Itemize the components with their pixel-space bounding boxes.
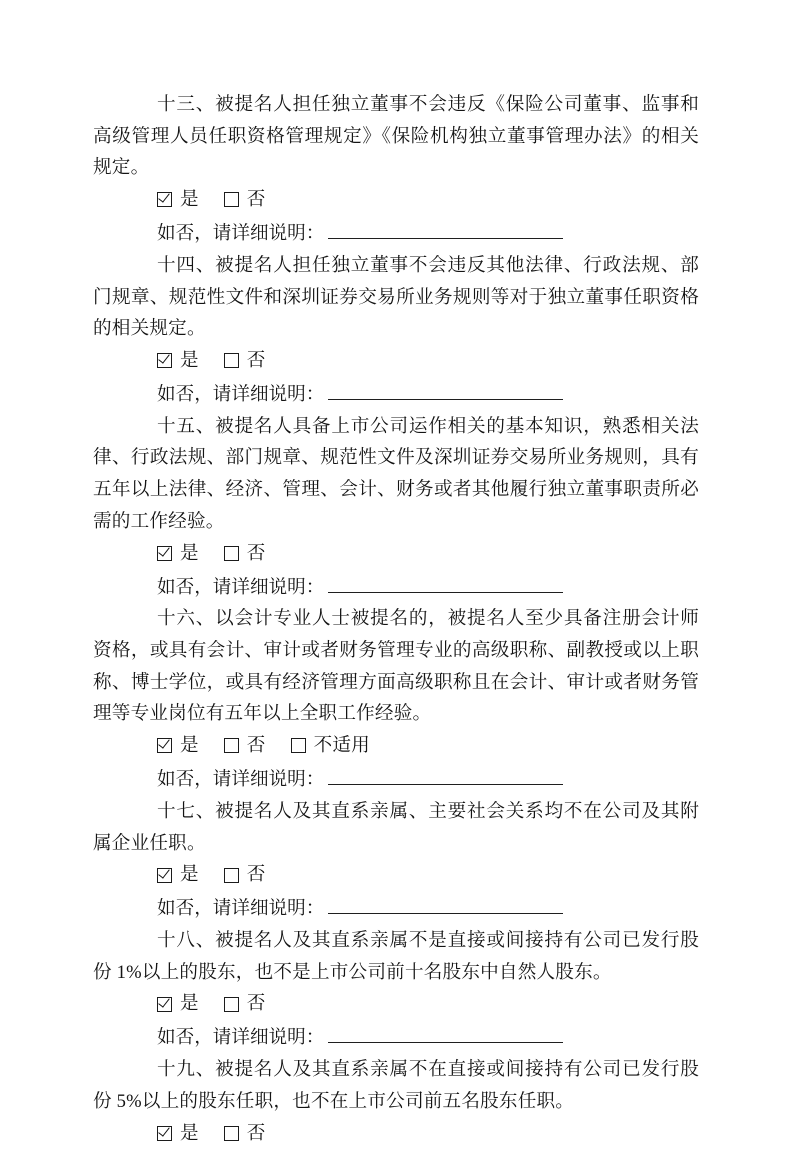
checkbox-unchecked-icon[interactable] bbox=[291, 738, 306, 753]
checkbox-checked-icon[interactable] bbox=[157, 868, 172, 883]
checkbox-unchecked-icon[interactable] bbox=[224, 192, 239, 207]
detail-row bbox=[93, 1022, 699, 1054]
question-text: 十五、被提名人具备上市公司运作相关的基本知识，熟悉相关法律、行政法规、部门规章、规范性文件及深圳证券交易所业务规则，具有五年以上法律、经济、管理、会计、财务或者其他履行独立董事职责所必需的工作经验。 bbox=[93, 415, 699, 532]
detail-row bbox=[93, 764, 699, 796]
option-label: 否 bbox=[246, 349, 266, 371]
options-row bbox=[93, 730, 699, 764]
question-text: 十八、被提名人及其直系亲属不是直接或间接持有公司已发行股份 1%以上的股东，也不是上市公司前十名股东中自然人股东。 bbox=[93, 930, 699, 983]
options-row bbox=[93, 538, 699, 572]
detail-input-line[interactable] bbox=[328, 223, 563, 239]
option-label: 是 bbox=[180, 1122, 199, 1144]
option-label: 否 bbox=[246, 542, 266, 564]
checkbox-unchecked-icon[interactable] bbox=[224, 868, 239, 883]
detail-row bbox=[93, 572, 699, 604]
checkbox-unchecked-icon[interactable] bbox=[224, 1126, 239, 1141]
option-label: 是 bbox=[180, 189, 199, 211]
question-text: 十七、被提名人及其直系亲属、主要社会关系均不在公司及其附属企业任职。 bbox=[93, 800, 699, 854]
option-no[interactable] bbox=[224, 184, 266, 216]
checkbox-unchecked-icon[interactable] bbox=[224, 997, 239, 1012]
options-row bbox=[93, 184, 699, 218]
question-item bbox=[93, 796, 699, 925]
option-label: 是 bbox=[180, 735, 199, 757]
question-item bbox=[93, 89, 699, 250]
option-yes[interactable] bbox=[157, 1118, 199, 1150]
option-yes[interactable] bbox=[157, 730, 199, 762]
options-row bbox=[93, 988, 699, 1022]
option-label: 是 bbox=[180, 864, 199, 886]
detail-input-line[interactable] bbox=[328, 769, 563, 785]
question-item bbox=[93, 925, 699, 1054]
detail-input-line[interactable] bbox=[328, 898, 563, 914]
detail-prompt: 如否，请详细说明： bbox=[157, 769, 325, 791]
option-yes[interactable] bbox=[157, 345, 199, 377]
checkbox-checked-icon[interactable] bbox=[157, 1126, 172, 1141]
checkbox-unchecked-icon[interactable] bbox=[224, 353, 239, 368]
detail-prompt: 如否，请详细说明： bbox=[157, 576, 325, 598]
option-label: 不适用 bbox=[313, 735, 370, 757]
question-item bbox=[93, 1054, 699, 1151]
option-no[interactable] bbox=[224, 345, 266, 377]
detail-row bbox=[93, 893, 699, 925]
questions-list bbox=[93, 89, 699, 1152]
checkbox-checked-icon[interactable] bbox=[157, 997, 172, 1012]
option-label: 否 bbox=[246, 735, 266, 757]
options-row bbox=[93, 345, 699, 379]
option-no[interactable] bbox=[224, 538, 266, 570]
checkbox-checked-icon[interactable] bbox=[157, 546, 172, 561]
option-label: 否 bbox=[246, 864, 266, 886]
option-label: 否 bbox=[246, 1122, 266, 1144]
option-no[interactable] bbox=[224, 988, 266, 1020]
question-item bbox=[93, 603, 699, 796]
option-label: 是 bbox=[180, 542, 199, 564]
question-text: 十三、被提名人担任独立董事不会违反《保险公司董事、监事和高级管理人员任职资格管理规定》《保险机构独立董事管理办法》的相关规定。 bbox=[93, 94, 699, 179]
checkbox-unchecked-icon[interactable] bbox=[224, 546, 239, 561]
question-text: 十六、以会计专业人士被提名的，被提名人至少具备注册会计师资格，或具有会计、审计或者财务管理专业的高级职称、副教授或以上职称、博士学位，或具有经济管理方面高级职称且在会计、审计或者财务管理等专业岗位有五年以上全职工作经验。 bbox=[93, 608, 699, 725]
checkbox-checked-icon[interactable] bbox=[157, 738, 172, 753]
option-label: 否 bbox=[246, 993, 266, 1015]
option-no[interactable] bbox=[224, 1118, 266, 1150]
question-item bbox=[93, 411, 699, 604]
checkbox-checked-icon[interactable] bbox=[157, 192, 172, 207]
option-label: 是 bbox=[180, 993, 199, 1015]
question-item bbox=[93, 250, 699, 411]
detail-prompt: 如否，请详细说明： bbox=[157, 223, 325, 245]
detail-input-line[interactable] bbox=[328, 577, 563, 593]
option-yes[interactable] bbox=[157, 538, 199, 570]
option-label: 否 bbox=[246, 189, 266, 211]
option-label: 是 bbox=[180, 349, 199, 371]
detail-input-line[interactable] bbox=[328, 1027, 563, 1043]
question-text: 十九、被提名人及其直系亲属不在直接或间接持有公司已发行股份 5%以上的股东任职，也不在上市公司前五名股东任职。 bbox=[93, 1059, 699, 1112]
question-text: 十四、被提名人担任独立董事不会违反其他法律、行政法规、部门规章、规范性文件和深圳证券交易所业务规则等对于独立董事任职资格的相关规定。 bbox=[93, 254, 699, 340]
checkbox-checked-icon[interactable] bbox=[157, 353, 172, 368]
options-row bbox=[93, 859, 699, 893]
option-yes[interactable] bbox=[157, 184, 199, 216]
option-yes[interactable] bbox=[157, 988, 199, 1020]
detail-prompt: 如否，请详细说明： bbox=[157, 1027, 325, 1049]
checkbox-unchecked-icon[interactable] bbox=[224, 738, 239, 753]
detail-prompt: 如否，请详细说明： bbox=[157, 898, 325, 920]
detail-prompt: 如否，请详细说明： bbox=[157, 384, 325, 406]
option-no[interactable] bbox=[224, 859, 266, 891]
detail-row bbox=[93, 379, 699, 411]
option-yes[interactable] bbox=[157, 859, 199, 891]
detail-input-line[interactable] bbox=[328, 384, 563, 400]
options-row bbox=[93, 1118, 699, 1152]
detail-row bbox=[93, 218, 699, 250]
option-no[interactable] bbox=[224, 730, 266, 762]
option-na[interactable] bbox=[291, 730, 370, 762]
